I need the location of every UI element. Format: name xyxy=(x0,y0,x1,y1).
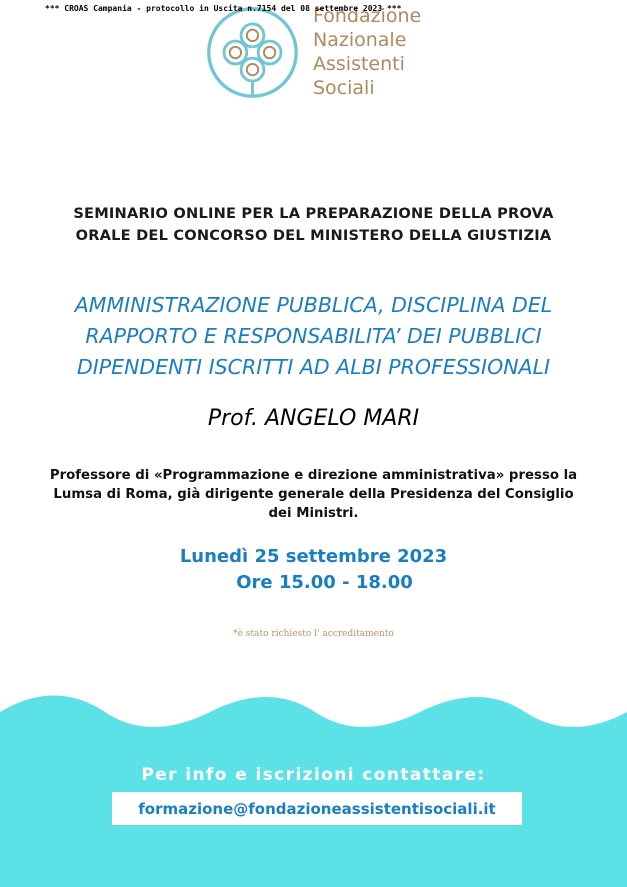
protocol-stamp: *** CROAS Campania - protocollo in Uscita n.7154 del 08 settembre 2023 *** xyxy=(45,4,402,13)
wave-footer-background xyxy=(0,690,627,887)
knot-emblem-icon xyxy=(205,5,300,100)
speaker-bio xyxy=(30,466,597,523)
contact-label: Per info e iscrizioni contattare: xyxy=(141,765,486,785)
event-time: Ore 15.00 - 18.00 xyxy=(236,572,413,593)
foundation-logo-text xyxy=(313,4,421,100)
contact-email-link[interactable]: formazione@fondazioneassistentisociali.it xyxy=(138,799,496,818)
bio-line: Lumsa di Roma, già dirigente generale della Presidenza del Consiglio xyxy=(53,487,574,502)
seminar-topic xyxy=(0,290,627,383)
event-date: Lunedì 25 settembre 2023 xyxy=(179,546,448,567)
topic-line: RAPPORTO E RESPONSABILITA’ DEI PUBBLICI xyxy=(85,324,542,348)
speaker-name: Prof. ANGELO MARI xyxy=(207,406,420,431)
email-box xyxy=(112,792,522,825)
topic-line: AMMINISTRAZIONE PUBBLICA, DISCIPLINA DEL xyxy=(74,293,553,317)
bio-line: Professore di «Programmazione e direzione amministrativa» presso la xyxy=(49,468,578,483)
accreditation-note: *è stato richiesto l' accreditamento xyxy=(233,629,394,639)
logo-line: Nazionale xyxy=(313,29,407,51)
event-schedule xyxy=(0,544,627,596)
logo-line: Sociali xyxy=(313,77,375,99)
seminar-line: SEMINARIO ONLINE PER LA PREPARAZIONE DELLA PROVA xyxy=(73,205,554,222)
bio-line: dei Ministri. xyxy=(268,506,359,521)
seminar-heading xyxy=(0,203,627,247)
seminar-line: ORALE DEL CONCORSO DEL MINISTERO DELLA GIUSTIZIA xyxy=(75,227,552,244)
logo-line: Fondazione xyxy=(313,5,422,27)
topic-line: DIPENDENTI ISCRITTI AD ALBI PROFESSIONALI xyxy=(76,355,551,379)
logo-line: Assistenti xyxy=(313,53,405,75)
